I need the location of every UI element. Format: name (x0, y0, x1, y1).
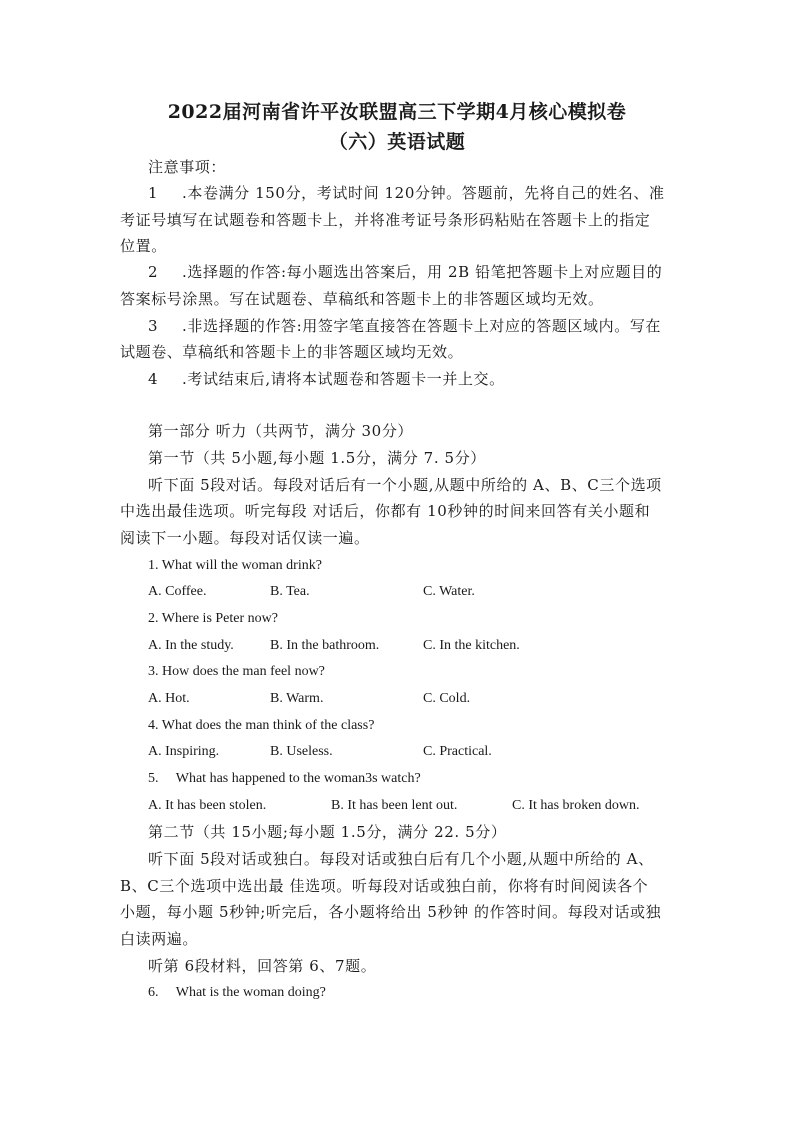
notice-item-4-first-line (148, 369, 505, 389)
notice-item-3-line2: 试题卷、草稿纸和答题卡上的非答题区域均无效。 (120, 343, 464, 361)
notice-item-number: 2 (148, 263, 159, 281)
option-c: C. Practical. (423, 744, 492, 759)
option-a: A. Hot. (148, 691, 190, 706)
question-5: 5. What has happened to the woman3s watch? (148, 771, 421, 786)
notice-item-number: 3 (148, 317, 159, 335)
section2-instruction-line3: 小题，每小题 5秒钟;听完后，各小题将给出 5秒钟 的作答时间。每段对话或独 (120, 903, 662, 921)
section2-instruction-line2: B、C三个选项中选出最 佳选项。听每段对话或独白前，你将有时间阅读各个 (120, 877, 649, 895)
notice-item-2-line2: 答案标号涂黑。写在试题卷、草稿纸和答题卡上的非答题区域均无效。 (120, 290, 604, 308)
notice-item-3-first-line (148, 316, 661, 336)
section2-instruction-line1: 听下面 5段对话或独白。每段对话或独白后有几个小题,从题中所给的 A、 (148, 850, 654, 868)
part1-heading: 第一部分 听力（共两节，满分 30分） (148, 422, 414, 440)
section2-instruction-line4: 白读两遍。 (120, 930, 199, 948)
option-a: A. It has been stolen. (148, 798, 267, 813)
option-b: B. Useless. (270, 744, 333, 759)
notice-item-text: .非选择题的作答:用签字笔直接答在答题卡上对应的答题区域内。写在 (182, 317, 662, 335)
option-c: C. In the kitchen. (423, 638, 520, 653)
option-c: C. It has broken down. (512, 798, 640, 813)
section1-heading: 第一节（共 5小题,每小题 1.5分，满分 7. 5分） (148, 449, 486, 467)
notice-item-text: .选择题的作答:每小题选出答案后，用 2B 铅笔把答题卡上对应题目的 (182, 263, 663, 281)
question-6: 6. What is the woman doing? (148, 985, 326, 1000)
option-b: B. Warm. (270, 691, 324, 706)
option-b: B. In the bathroom. (270, 638, 380, 653)
option-a: A. Inspiring. (148, 744, 220, 759)
option-c: C. Water. (423, 584, 475, 599)
option-a: A. Coffee. (148, 584, 207, 599)
notice-item-1-line3: 位置。 (120, 237, 167, 255)
question-2: 2. Where is Peter now? (148, 611, 278, 626)
question-4: 4. What does the man think of the class? (148, 718, 375, 733)
question-1: 1. What will the woman drink? (148, 558, 322, 573)
option-b: B. Tea. (270, 584, 310, 599)
notice-item-number: 1 (148, 184, 159, 202)
notice-item-1-line2: 考证号填写在试题卷和答题卡上，并将准考证号条形码粘贴在答题卡上的指定 (120, 211, 651, 229)
option-c: C. Cold. (423, 691, 471, 706)
notice-heading: 注意事项： (148, 158, 227, 176)
section2-heading: 第二节（共 15小题;每小题 1.5分，满分 22. 5分） (148, 823, 507, 841)
notice-item-text: .本卷满分 150分，考试时间 120分钟。答题前，先将自己的姓名、准 (182, 184, 665, 202)
question-3: 3. How does the man feel now? (148, 664, 325, 679)
notice-item-number: 4 (148, 370, 159, 388)
notice-item-2-first-line (148, 262, 662, 282)
option-b: B. It has been lent out. (331, 798, 458, 813)
notice-item-text: .考试结束后,请将本试题卷和答题卡一并上交。 (182, 370, 505, 388)
document-title-line2: （六）英语试题 (328, 131, 466, 153)
document-title-line1: 2022届河南省许平汝联盟高三下学期4月核心模拟卷 (167, 101, 627, 123)
material-6-heading: 听第 6段材料，回答第 6、7题。 (148, 957, 377, 975)
section1-instruction-line1: 听下面 5段对话。每段对话后有一个小题,从题中所给的 A、B、C三个选项 (148, 476, 662, 494)
option-a: A. In the study. (148, 638, 234, 653)
notice-item-1-first-line (148, 183, 665, 203)
section1-instruction-line2: 中选出最佳选项。听完每段 对话后，你都有 10秒钟的时间来回答有关小题和 (120, 502, 651, 520)
section1-instruction-line3: 阅读下一小题。每段对话仅读一遍。 (120, 529, 370, 547)
